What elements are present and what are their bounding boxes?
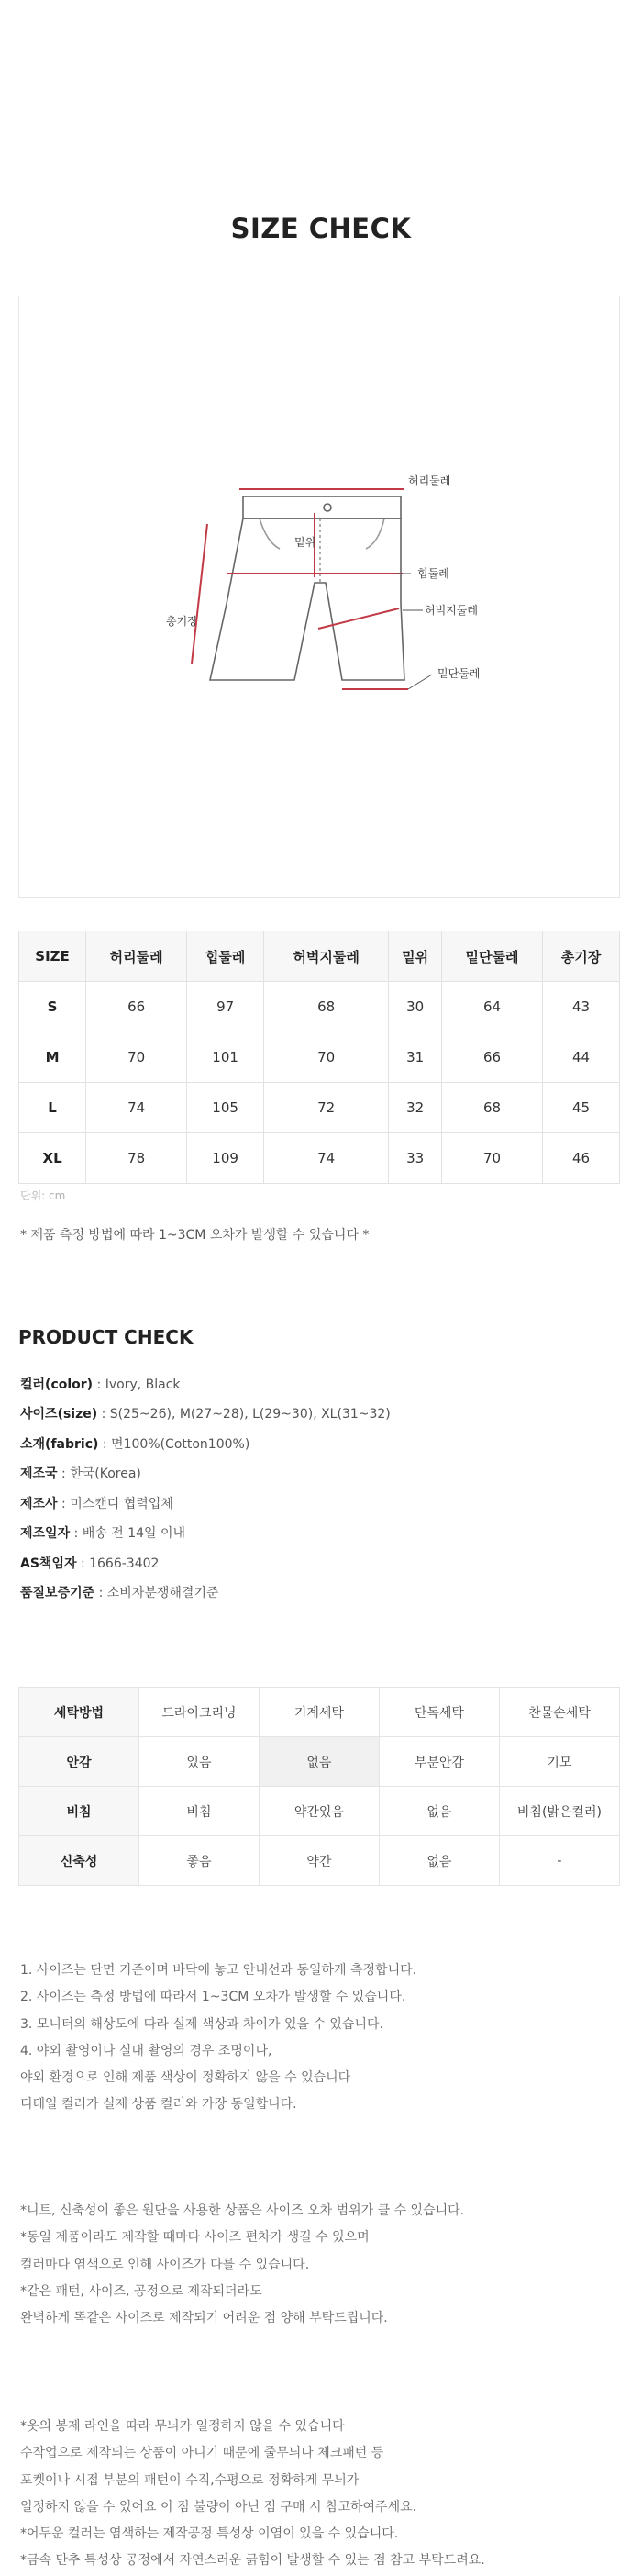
note-line: *니트, 신축성이 좋은 원단을 사용한 상품은 사이즈 오차 범위가 클 수 있습니다. xyxy=(20,2203,465,2218)
measure-cell: 31 xyxy=(389,1032,442,1083)
size-check-title: SIZE CHECK xyxy=(230,213,412,244)
note-line: 일정하지 않을 수 있어요 이 점 불량이 아닌 점 구매 시 참고하여주세요. xyxy=(20,2499,417,2515)
label-hip: 힙둘레 xyxy=(417,567,449,580)
table-row xyxy=(19,1083,620,1133)
spec-label: AS책임자 xyxy=(20,1556,77,1571)
care-row-head: 비침 xyxy=(19,1787,139,1836)
care-row-head: 안감 xyxy=(19,1737,139,1787)
measure-cell: 66 xyxy=(86,982,187,1032)
measure-cell: 70 xyxy=(442,1133,543,1184)
size-cell: M xyxy=(19,1032,86,1083)
table-row xyxy=(19,982,620,1032)
label-rise: 밑위 xyxy=(294,536,316,549)
measure-cell: 30 xyxy=(389,982,442,1032)
size-cell: L xyxy=(19,1083,86,1133)
note-line: 디테일 컬러가 실제 상품 컬러와 가장 동일합니다. xyxy=(20,2097,297,2113)
shorts-diagram-illustration xyxy=(19,296,621,898)
table-row xyxy=(19,1032,620,1083)
measure-cell: 68 xyxy=(442,1083,543,1133)
care-option: - xyxy=(499,1836,619,1886)
measure-cell: 46 xyxy=(543,1133,620,1184)
care-option: 비침(밝은컬러) xyxy=(499,1787,619,1836)
note-line: 3. 모니터의 해상도에 따라 실제 색상과 차이가 있을 수 있습니다. xyxy=(20,2016,383,2032)
size-table-header-row xyxy=(19,931,620,982)
measure-cell: 109 xyxy=(187,1133,264,1184)
measure-cell: 43 xyxy=(543,982,620,1032)
measure-cell: 33 xyxy=(389,1133,442,1184)
measure-cell: 105 xyxy=(187,1083,264,1133)
size-notes xyxy=(20,1957,416,2119)
size-table-header: 밑단둘레 xyxy=(442,931,543,982)
measure-cell: 64 xyxy=(442,982,543,1032)
spec-label: 사이즈(size) xyxy=(20,1407,98,1422)
spec-item xyxy=(20,1494,173,1512)
care-option: 없음 xyxy=(379,1836,499,1886)
measure-cell: 74 xyxy=(86,1083,187,1133)
care-info-table xyxy=(18,1687,620,1886)
measure-cell: 101 xyxy=(187,1032,264,1083)
care-option: 단독세탁 xyxy=(379,1688,499,1737)
measure-cell: 45 xyxy=(543,1083,620,1133)
note-line: 4. 야외 촬영이나 실내 촬영의 경우 조명이나, xyxy=(20,2043,272,2058)
table-row xyxy=(19,1133,620,1184)
measure-cell: 66 xyxy=(442,1032,543,1083)
spec-item xyxy=(20,1464,141,1482)
measure-cell: 70 xyxy=(86,1032,187,1083)
spec-label: 제조일자 xyxy=(20,1526,71,1541)
measure-cell: 44 xyxy=(543,1032,620,1083)
spec-label: 제조사 xyxy=(20,1497,58,1511)
fabric-notes xyxy=(20,2198,464,2332)
table-row xyxy=(19,1737,620,1787)
note-line: 야외 환경으로 인해 제품 색상이 정확하지 않을 수 있습니다 xyxy=(20,2070,351,2086)
care-option: 좋음 xyxy=(138,1836,259,1886)
size-cell: XL xyxy=(19,1133,86,1184)
spec-value: : 소비자분쟁해결기준 xyxy=(94,1586,219,1600)
note-line: 2. 사이즈는 측정 방법에 따라서 1~3CM 오차가 발생할 수 있습니다. xyxy=(20,1990,406,2005)
care-option: 기계세탁 xyxy=(259,1688,379,1737)
label-total-length: 총기장 xyxy=(166,615,198,628)
spec-item xyxy=(20,1404,391,1422)
care-option: 약간 xyxy=(259,1836,379,1886)
measure-cell: 78 xyxy=(86,1133,187,1184)
care-option: 부분안감 xyxy=(379,1737,499,1787)
spec-label: 컬러(color) xyxy=(20,1377,94,1392)
note-line: *같은 패턴, 사이즈, 공정으로 제작되더라도 xyxy=(20,2283,262,2299)
measure-cell: 70 xyxy=(264,1032,389,1083)
care-option: 있음 xyxy=(138,1737,259,1787)
shorts-outline xyxy=(210,496,404,680)
spec-item xyxy=(20,1523,185,1542)
measure-cell: 68 xyxy=(264,982,389,1032)
care-option: 비침 xyxy=(138,1787,259,1836)
care-row-head: 신축성 xyxy=(19,1836,139,1886)
note-line: *어두운 컬러는 염색하는 제작공정 특성상 이염이 있을 수 있습니다. xyxy=(20,2526,399,2542)
care-option: 찬물손세탁 xyxy=(499,1688,619,1737)
measure-cell: 97 xyxy=(187,982,264,1032)
note-line: 포켓이나 시접 부분의 패턴이 수직,수평으로 정확하게 무늬가 xyxy=(20,2472,360,2488)
size-diagram xyxy=(18,296,620,898)
size-cell: S xyxy=(19,982,86,1032)
label-waist: 허리둘레 xyxy=(408,474,451,487)
spec-label: 제조국 xyxy=(20,1466,58,1481)
note-line: 1. 사이즈는 단면 기준이며 바닥에 놓고 안내선과 동일하게 측정합니다. xyxy=(20,1963,417,1978)
unit-note: 단위: cm xyxy=(20,1189,66,1202)
table-row xyxy=(19,1836,620,1886)
care-row-head: 세탁방법 xyxy=(19,1688,139,1737)
table-row xyxy=(19,1787,620,1836)
spec-value: : 1666-3402 xyxy=(76,1556,160,1571)
spec-item xyxy=(20,1434,249,1453)
care-option-selected: 없음 xyxy=(259,1737,379,1787)
note-line: 수작업으로 제작되는 상품이 아니기 때문에 줄무늬나 체크패턴 등 xyxy=(20,2446,384,2461)
label-hem: 밑단둘레 xyxy=(437,667,481,680)
size-table-header: 총기장 xyxy=(543,931,620,982)
measure-cell: 72 xyxy=(264,1083,389,1133)
spec-value: : Ivory, Black xyxy=(93,1377,181,1392)
size-caution-note: * 제품 측정 방법에 따라 1~3CM 오차가 발생할 수 있습니다 * xyxy=(20,1228,370,1243)
note-line: *금속 단추 특성상 공정에서 자연스러운 긁힘이 발생할 수 있는 점 참고 부탁드려요. xyxy=(20,2553,485,2569)
measure-cell: 74 xyxy=(264,1133,389,1184)
spec-value: : S(25~26), M(27~28), L(29~30), XL(31~32) xyxy=(97,1407,391,1422)
spec-label: 품질보증기준 xyxy=(20,1586,95,1600)
note-line: *옷의 봉제 라인을 따라 무늬가 일정하지 않을 수 있습니다 xyxy=(20,2419,345,2434)
spec-item xyxy=(20,1583,219,1601)
size-table-header: 힙둘레 xyxy=(187,931,264,982)
label-thigh: 허벅지둘레 xyxy=(425,604,478,617)
size-table-header: SIZE xyxy=(19,931,86,982)
product-check-title: PRODUCT CHECK xyxy=(18,1326,194,1348)
size-table-header: 허벅지둘레 xyxy=(264,931,389,982)
size-table xyxy=(18,931,620,1184)
spec-item xyxy=(20,1375,181,1393)
spec-item xyxy=(20,1554,159,1572)
note-line: 완벽하게 똑같은 사이즈로 제작되기 어려운 점 양해 부탁드립니다. xyxy=(20,2311,388,2326)
spec-value: : 미스캔디 협력업체 xyxy=(57,1497,173,1511)
spec-value: : 한국(Korea) xyxy=(57,1466,141,1481)
size-table-header: 밑위 xyxy=(389,931,442,982)
note-line: 컬러마다 염색으로 인해 사이즈가 다를 수 있습니다. xyxy=(20,2257,310,2272)
care-option: 약간있음 xyxy=(259,1787,379,1836)
care-option: 없음 xyxy=(379,1787,499,1836)
spec-label: 소재(fabric) xyxy=(20,1437,99,1452)
spec-value: : 배송 전 14일 이내 xyxy=(70,1526,186,1541)
size-table-header: 허리둘레 xyxy=(86,931,187,982)
table-row xyxy=(19,1688,620,1737)
measure-cell: 32 xyxy=(389,1083,442,1133)
spec-value: : 면100%(Cotton100%) xyxy=(98,1437,250,1452)
care-option: 기모 xyxy=(499,1737,619,1787)
care-option: 드라이크리닝 xyxy=(138,1688,259,1737)
note-line: *동일 제품이라도 제작할 때마다 사이즈 편차가 생길 수 있으며 xyxy=(20,2230,370,2246)
pattern-notes xyxy=(20,2414,485,2575)
